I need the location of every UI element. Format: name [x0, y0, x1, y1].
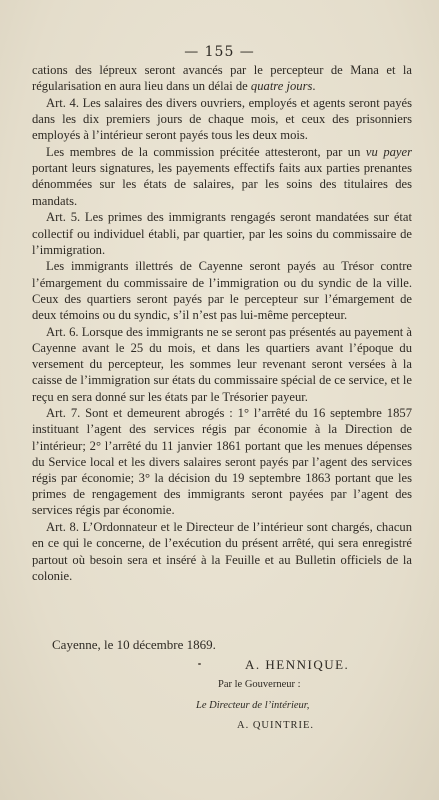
paragraph-immigrants: Les immigrants illettrés de Cayenne seront payés au Trésor contre l’émargement du commissaire de l’immigration ou du syndic de la ville. Ceux des quartiers seront payés par le percepteur sur l’émargement de deux témoins ou du syndic, s’il n’est pas lui-même percepteur. — [32, 259, 412, 323]
paragraph-art-6: Art. 6. Lorsque des immigrants ne se seront pas présentés au payement à Cayenne avant le 25 du mois, et dans les quartiers avant l’époque du versement du percepteur, les sommes leur revenant seront versées à la caisse de l’immigration sur états du commissaire spécial de ce service, et le reçu en sera donné sur les états par le Trésorier payeur. — [32, 324, 412, 404]
signatory-name: A. HENNIQUE. — [245, 657, 350, 672]
paragraph-continuation: cations des lépreux seront avancés par le percepteur de Mana et la régularisation en aura lieu dans un délai de quatre jours. — [32, 63, 412, 94]
paragraph-art-5: Art. 5. Les primes des immigrants rengagés seront mandatées sur état collectif ou individuel établi, par quartier, par les soins du commissaire de l’immigration. — [32, 210, 412, 257]
paragraph-art-8: Art. 8. L’Ordonnateur et le Directeur de l’intérieur sont chargés, chacun en ce qui le concerne, de l’exécution du présent arrêté, qui sera enregistré partout où besoin sera et inséré à la Feuille et au Bulletin officiels de la colonie. — [32, 520, 412, 583]
page-number: — 155 — — [184, 44, 255, 60]
director-title: Le Directeur de l’intérieur, — [196, 700, 310, 711]
second-signatory: A. QUINTRIE. — [237, 720, 315, 731]
date-line: Cayenne, le 10 décembre 1869. — [52, 637, 216, 652]
paragraph-art-7: Art. 7. Sont et demeurent abrogés : 1° l’arrêté du 16 septembre 1857 instituant l’agent des services régis par économie à la Direction de l’intérieur; 2° l’arrêté du 11 janvier 1861 portant que les menues dépenses du Service local et les divers salaires seront payés par l’agent des services régis par économie; 3° la décision du 19 septembre 1863 portant que les primes de rengagement des immigrants seront payées par l’agent des services régis par économie. — [32, 406, 412, 518]
ink-speck — [198, 663, 201, 665]
paragraph-commission: Les membres de la commission précitée attesteront, par un vu payer portant leurs signatures, les payements effectifs faits aux parties prenantes dénommées sur les états de salaires, par les soins des titulaires des mandats. — [32, 145, 412, 208]
paragraph-art-4: Art. 4. Les salaires des divers ouvriers, employés et agents seront payés dans les dix premiers jours de chaque mois, et ceux des prisonniers employés à l’intérieur seront payés tous les deux mois. — [32, 95, 412, 143]
par-le-gouverneur: Par le Gouverneur : — [218, 679, 301, 690]
body-text — [32, 62, 412, 584]
